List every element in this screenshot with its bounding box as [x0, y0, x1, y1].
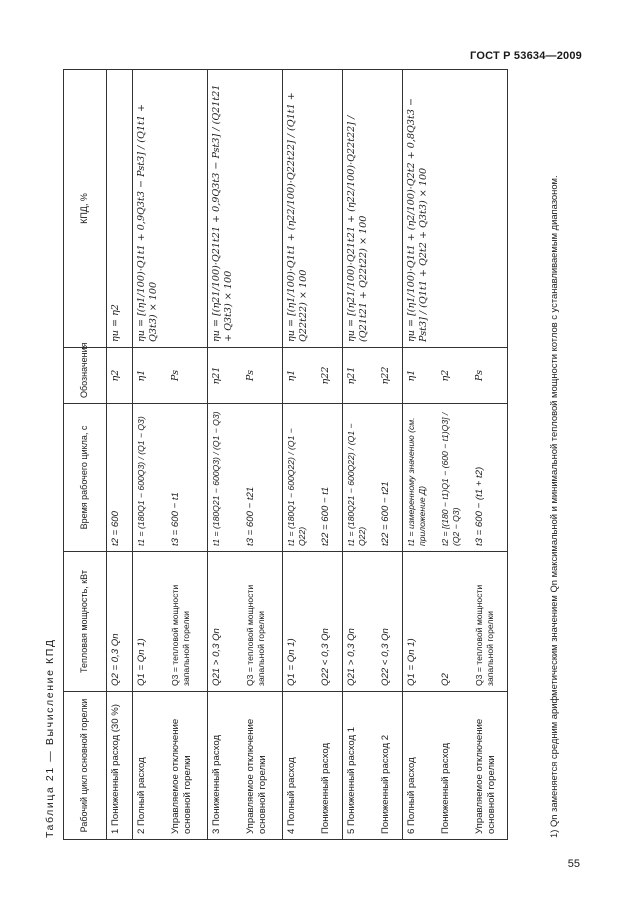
time-cell: t1 = (180Q1 − 600Q3) / (Q1 − Q3) t3 = 600 − t1 [133, 404, 208, 552]
time-cell: t2 = 600 [107, 404, 133, 552]
efficiency-cell: ηu = η2 [107, 70, 133, 348]
table-row [208, 70, 283, 840]
time-cell: t1 = (180Q21 − 600Q3) / (Q1 − Q3) t3 = 600 − t21 [208, 404, 283, 552]
power-cell: Q2 = 0,3 Qn [107, 552, 133, 692]
cycle-cell: 4 Полный расход Пониженный расход [283, 692, 343, 840]
power-cell: Q1 = Qn 1) Q3 = тепловой мощности запальной горелки [133, 552, 208, 692]
cycle-cell: 3 Пониженный расход Управляемое отключение основной горелки [208, 692, 283, 840]
efficiency-cell: ηu = [(η21/100)·Q21t21 + (η22/100)·Q22t22] / (Q21t21 + Q22t22) × 100 [343, 70, 403, 348]
page-number: 55 [567, 858, 580, 870]
cycle-cell: 6 Полный расход Пониженный расход Управляемое отключение основной горелки [403, 692, 508, 840]
col-header-power: Тепловая мощность, кВт [64, 552, 107, 692]
cycle-cell: 2 Полный расход Управляемое отключение основной горелки [133, 692, 208, 840]
col-header-efficiency: КПД, % [64, 70, 107, 348]
efficiency-table [63, 69, 508, 840]
symbol-cell: η2 [107, 348, 133, 404]
table-row [107, 70, 133, 840]
efficiency-cell: ηu = [(η1/100)·Q1t1 + (η22/100)·Q22t22] / (Q1t1 + Q22t22) × 100 [283, 70, 343, 348]
table-row [403, 70, 508, 840]
table-row [283, 70, 343, 840]
efficiency-cell: ηu = [(η1/100)·Q1t1 + (η2/100)·Q2t2 + 0,8Q3t3 − Pst3] / (Q1t1 + Q2t2 + Q3t3) × 100 [403, 70, 508, 348]
col-header-symbol: Обозначения [64, 348, 107, 404]
time-cell: t1 = измеренному значению (см. приложение Д) t2 = [(180 − t1)Q1 − (600 − t1)Q3] / (Q2 − Q3) t3 = 600 − (t1 + t2) [403, 404, 508, 552]
power-cell: Q21 > 0,3 Qn Q22 < 0,3 Qn [343, 552, 403, 692]
power-cell: Q21 > 0,3 Qn Q3 = тепловой мощности запальной горелки [208, 552, 283, 692]
symbol-cell: η1 Ps [133, 348, 208, 404]
symbol-cell: η21 Ps [208, 348, 283, 404]
table-row [133, 70, 208, 840]
cycle-cell: 5 Пониженный расход 1 Пониженный расход 2 [343, 692, 403, 840]
table-caption: Таблица 21 — Вычисление КПД [44, 638, 56, 838]
power-cell: Q1 = Qn 1) Q2 Q3 = тепловой мощности запальной горелки [403, 552, 508, 692]
time-cell: t1 = (180Q1 − 600Q22) / (Q1 − Q22) t22 = 600 − t1 [283, 404, 343, 552]
col-header-cycle: Рабочий цикл основной горелки [64, 692, 107, 840]
symbol-cell: η21 η22 [343, 348, 403, 404]
table-footnote: 1) Qn заменяется средним арифметическим значением Qn максимальной и минимальной тепловой мощности котлов с устанавливаемым диапазоном. [548, 175, 559, 838]
document-code: ГОСТ Р 53634—2009 [470, 50, 582, 62]
efficiency-cell: ηu = [(η1/100)·Q1t1 + 0,9Q3t3 − Pst3] / (Q1t1 + Q3t3) × 100 [133, 70, 208, 348]
col-header-time: Время рабочего цикла, с [64, 404, 107, 552]
cycle-cell: 1 Пониженный расход (30 %) [107, 692, 133, 840]
rotated-table-sheet [42, 70, 587, 840]
power-cell: Q1 = Qn 1) Q22 < 0,3 Qn [283, 552, 343, 692]
table-header-row [64, 70, 107, 840]
efficiency-cell: ηu = [(η21/100)·Q21t21 + 0,9Q3t3 − Pst3] / (Q21t21 + Q3t3) × 100 [208, 70, 283, 348]
symbol-cell: η1 η2 Ps [403, 348, 508, 404]
table-row [343, 70, 403, 840]
time-cell: t1 = (180Q21 − 600Q22) / (Q1 − Q22) t22 = 600 − t21 [343, 404, 403, 552]
symbol-cell: η1 η22 [283, 348, 343, 404]
